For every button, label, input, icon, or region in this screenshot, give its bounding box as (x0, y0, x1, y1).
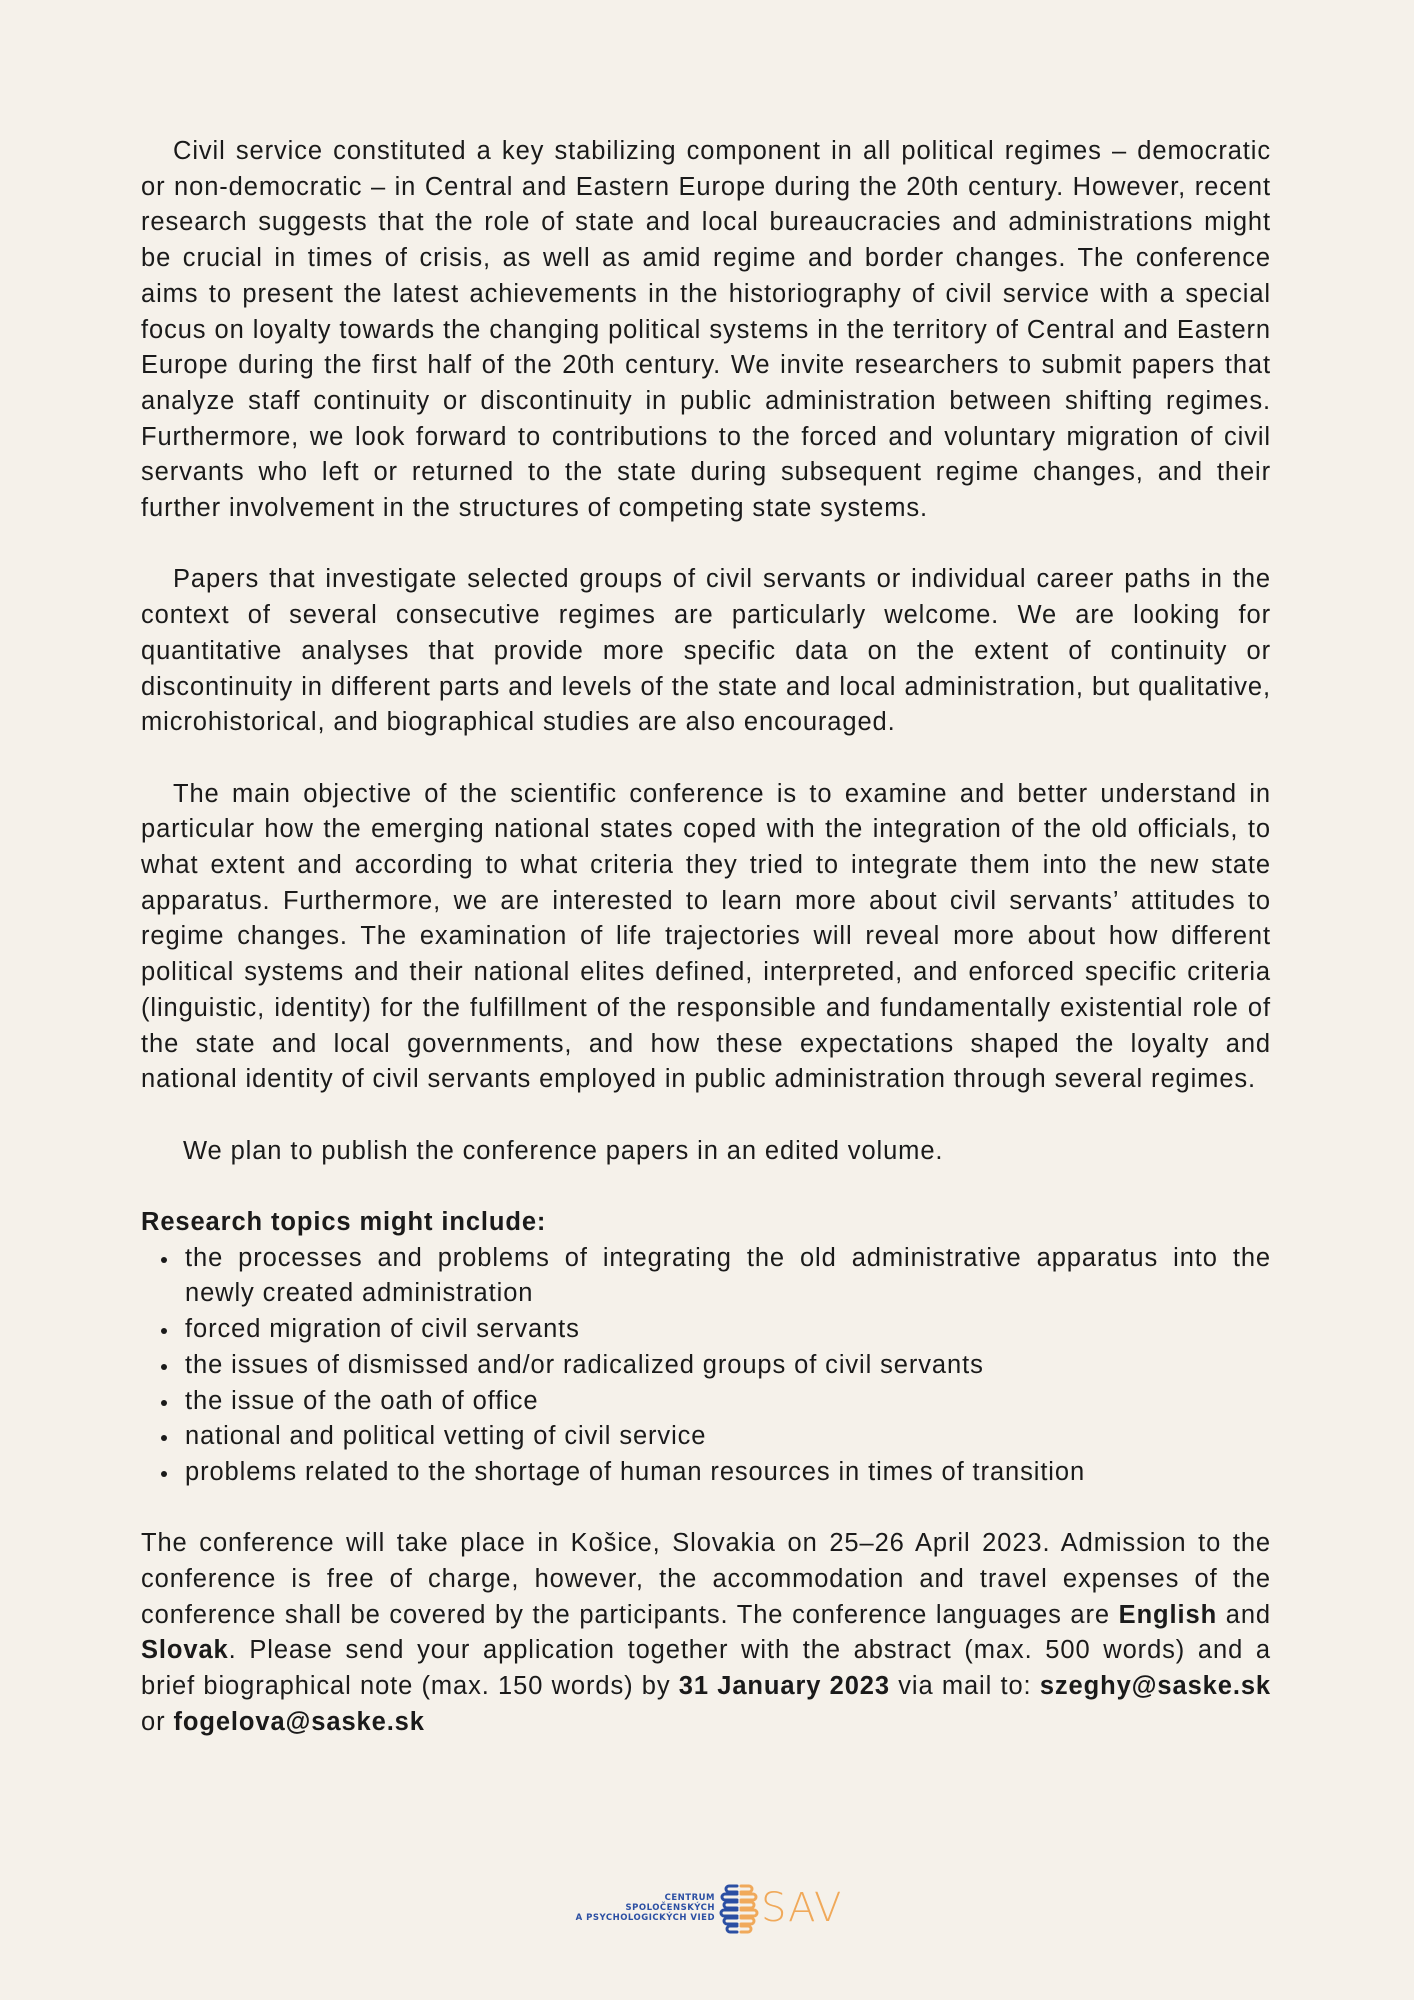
topics-heading: Research topics might include: (141, 1208, 547, 1237)
logistics-text: and (1217, 1600, 1271, 1629)
language-slovak: Slovak (141, 1636, 229, 1665)
topic-item: national and political vetting of civil service (185, 1419, 1271, 1455)
topic-item: problems related to the shortage of human resources in times of transition (185, 1455, 1271, 1491)
email-szeghy[interactable]: szeghy@saske.sk (1039, 1672, 1271, 1701)
intro-paragraph: Civil service constituted a key stabilizing component in all political regimes – democratic or non-democratic – in Central and Eastern Europe during the 20th century. However, recent research suggests that the role of state and local bureaucracies and administrations might be crucial in times of crisis, as well as amid regime and border changes. The conference aims to present the latest achievements in the historiography of civil service with a special focus on loyalty towards the changing political systems in the territory of Central and Eastern Europe during the first half of the 20th century. We invite researchers to submit papers that analyze staff continuity or discontinuity in public administration between shifting regimes. Furthermore, we look forward to contributions to the forced and voluntary migration of civil servants who left or returned to the state during subsequent regime changes, and their further involvement in the structures of competing state systems. (141, 137, 1271, 523)
logo-line: A PSYCHOLOGICKÝCH VIED (575, 1913, 715, 1923)
objective-paragraph: The main objective of the scientific conference is to examine and better understand in particular how the emerging national states coped with the integration of the old officials, to what extent and according to what criteria they tried to integrate them into the new state apparatus. Furthermore, we are interested to learn more about civil servants’ attitudes to regime changes. The examination of life trajectories will reveal more about how different political systems and their national elites defined, interpreted, and enforced specific criteria (linguistic, identity) for the fulfillment of the responsible and fundamentally existential role of the state and local governments, and how these expectations shaped the loyalty and national identity of civil servants employed in public administration through several regimes. (141, 779, 1271, 1094)
logo-wordmark (570, 1893, 715, 1923)
publication-paragraph: We plan to publish the conference papers in an edited volume. (183, 1136, 944, 1165)
brain-waves-icon (719, 1880, 759, 1936)
deadline-date: 31 January 2023 (678, 1672, 890, 1701)
topic-item: forced migration of civil servants (185, 1312, 1271, 1348)
language-english: English (1118, 1600, 1218, 1629)
document-body (141, 134, 1271, 1776)
topic-item: the issues of dismissed and/or radicalized groups of civil servants (185, 1348, 1271, 1384)
csps-sav-logo (570, 1878, 850, 1938)
topic-item: the processes and problems of integrating the old administrative apparatus into the newly created administration (185, 1241, 1271, 1312)
logo-line: CENTRUM (664, 1893, 715, 1903)
logistics-text: via mail to: (889, 1672, 1040, 1701)
topic-item: the issue of the oath of office (185, 1384, 1271, 1420)
logistics-text: The conference will take place in Košice, Slovakia on 25–26 April 2023. Admission to the conference is free of charge, however, the accommodation and travel expenses of the conference shall be covered by the participants. The conference languages are (141, 1529, 1271, 1629)
papers-paragraph: Papers that investigate selected groups of civil servants or individual career paths in the context of several consecutive regimes are particularly welcome. We are looking for quantitative analyses that provide more specific data on the extent of continuity or discontinuity in different parts and levels of the state and local administration, but qualitative, microhistorical, and biographical studies are also encouraged. (141, 565, 1271, 737)
logo-line: SPOLOČENSKÝCH (625, 1903, 715, 1913)
logistics-text: or (141, 1707, 174, 1736)
sav-wordmark: SAV (761, 1885, 843, 1931)
email-fogelova[interactable]: fogelova@saske.sk (173, 1707, 425, 1736)
topics-list (141, 1241, 1271, 1491)
logistics-text: . Please send your application together with the abstract (max. 500 words) and a brief biographical note (max. 150 words) by (141, 1636, 1271, 1701)
logistics-paragraph (141, 1526, 1271, 1740)
